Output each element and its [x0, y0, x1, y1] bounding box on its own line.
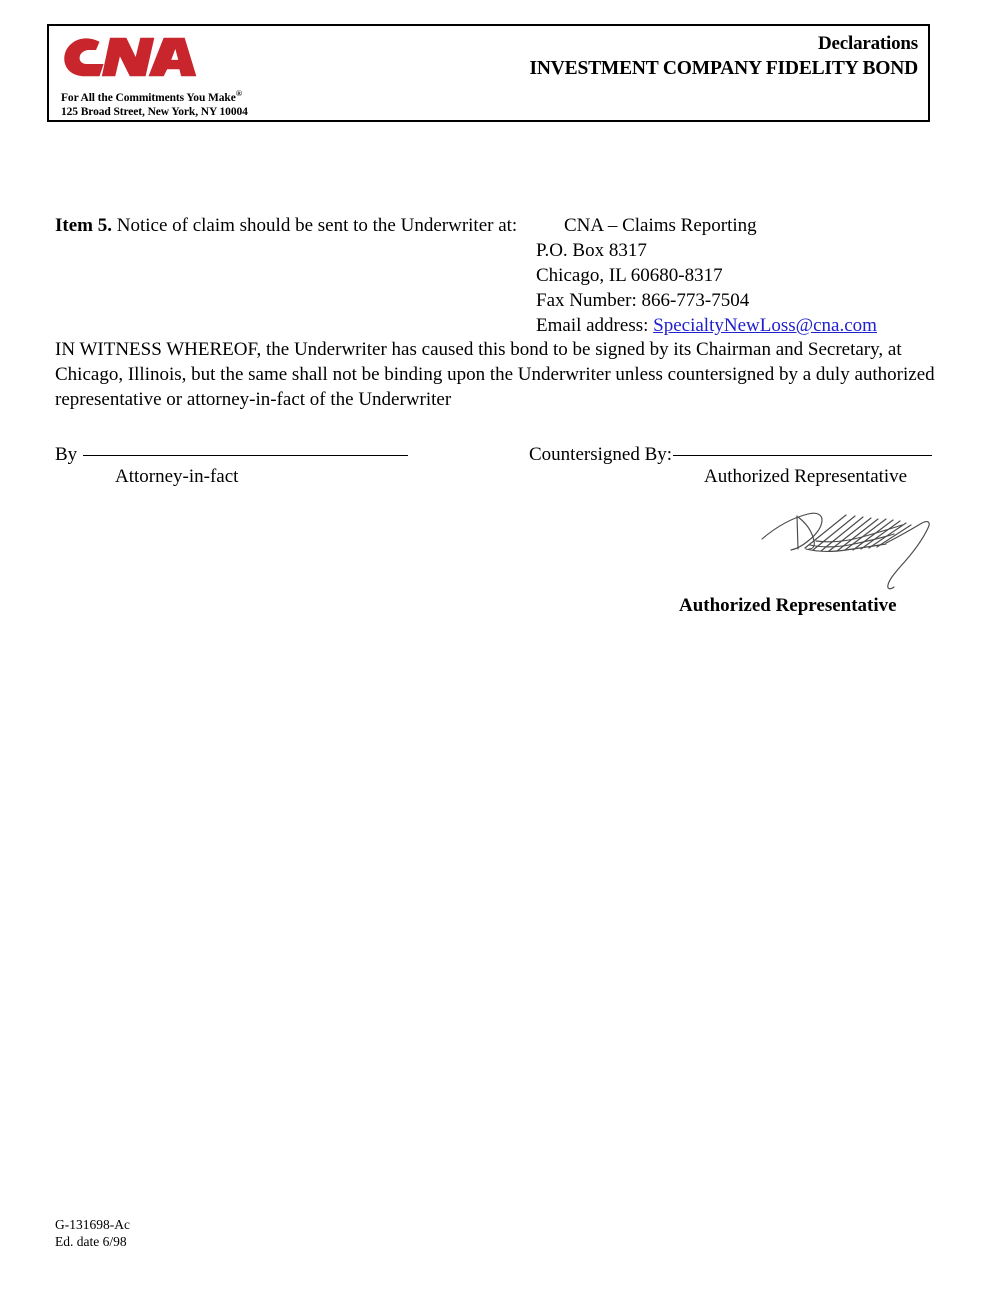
item5-number: Item 5. — [55, 215, 112, 236]
address-line: CNA – Claims Reporting — [564, 215, 757, 236]
claims-address-block — [536, 213, 877, 338]
email-link[interactable]: SpecialtyNewLoss@cna.com — [653, 315, 877, 336]
countersigned-signature-line[interactable] — [673, 455, 932, 456]
cna-logo-icon — [61, 34, 201, 80]
address-line: Fax Number: 866-773-7504 — [536, 290, 750, 311]
item5-label-row — [55, 213, 517, 238]
document-footer — [55, 1216, 130, 1250]
cna-brand-block — [61, 34, 381, 80]
header-subtitle-declarations: Declarations — [818, 33, 918, 54]
address-line: P.O. Box 8317 — [536, 240, 647, 261]
by-signature-line[interactable] — [83, 455, 408, 456]
attorney-in-fact-caption: Attorney-in-fact — [115, 466, 239, 487]
company-address-line: 125 Broad Street, New York, NY 10004 — [61, 106, 248, 119]
header-title-block — [529, 32, 918, 81]
address-line: Chicago, IL 60680-8317 — [536, 265, 723, 286]
item5-text: Notice of claim should be sent to the Underwriter at: — [111, 215, 518, 236]
handwritten-signature-icon — [758, 503, 933, 595]
edition-date: Ed. date 6/98 — [55, 1234, 127, 1249]
email-line — [536, 313, 877, 338]
by-label: By — [55, 444, 78, 465]
signed-authorized-representative-caption: Authorized Representative — [679, 595, 897, 616]
registered-trademark-icon: ® — [235, 88, 242, 98]
in-witness-whereof-paragraph: IN WITNESS WHEREOF, the Underwriter has caused this bond to be signed by its Chairman and Secretary, at Chicago, Illinois, but the same shall not be binding upon the Underwriter unless countersigned by a duly authorized representative or attorney-in-fact of the Underwriter — [55, 339, 935, 410]
email-label: Email address: — [536, 315, 654, 336]
tagline-line: For All the Commitments You Make® — [61, 88, 242, 104]
header-title-bond: INVESTMENT COMPANY FIDELITY BOND — [529, 58, 918, 79]
form-number: G-131698-Ac — [55, 1217, 130, 1232]
countersigned-by-label: Countersigned By: — [529, 444, 673, 465]
authorized-representative-caption: Authorized Representative — [704, 466, 908, 487]
cna-tagline-block — [61, 86, 248, 120]
document-header-box — [47, 24, 930, 122]
